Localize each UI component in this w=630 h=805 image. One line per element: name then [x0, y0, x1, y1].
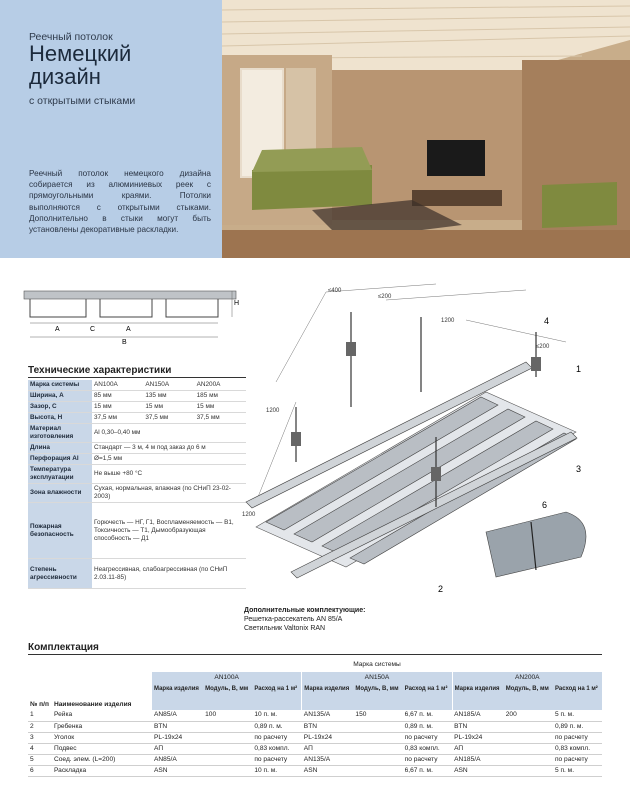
table-cell: по расчету [403, 732, 452, 743]
table-cell: АП [152, 743, 203, 754]
table-cell: 10 п. м. [252, 765, 301, 776]
table-cell [353, 754, 402, 765]
table-cell [504, 732, 553, 743]
dim-label: 1200 [266, 408, 280, 414]
cell: 135 мм [143, 391, 194, 402]
col-header: Расход на 1 м² [403, 684, 452, 710]
table-row [28, 743, 602, 754]
table-cell: BTN [152, 721, 203, 732]
cell: Зазор, C [28, 402, 92, 413]
cell: Не выше +80 °С [92, 465, 246, 484]
table-row [28, 710, 602, 721]
callout-number: 4 [544, 316, 550, 326]
dim-label: 1200 [441, 318, 455, 324]
cell: 15 мм [143, 402, 194, 413]
cell: Al 0,30–0,40 мм [92, 424, 246, 443]
table-cell: ASN [152, 765, 203, 776]
col-header: Модуль, B, мм [504, 684, 553, 710]
cell: 15 мм [195, 402, 246, 413]
cell: Перфорация Al [28, 454, 92, 465]
table-cell [504, 754, 553, 765]
cell: Горючесть — НГ, Г1, Воспламеняемость — В1, Токсичность — Т1, Дымообразующая способность — Д1 [92, 503, 246, 559]
callout-number: 2 [438, 584, 444, 594]
table-cell: Гребенка [52, 721, 152, 732]
table-cell: 6,67 п. м. [403, 710, 452, 721]
cell: Ширина, A [28, 391, 92, 402]
dim-label: ≤400 [328, 288, 342, 294]
table-cell: по расчету [252, 732, 301, 743]
cell: Неагрессивная, слабоагрессивная (по СНиП 2.03.11-85) [92, 559, 246, 589]
table-cell: по расчету [553, 754, 602, 765]
table-cell: 0,89 п. м. [553, 721, 602, 732]
table-cell: 200 [504, 710, 553, 721]
extras-title: Дополнительные комплектующие: [244, 607, 366, 614]
dim-label: ≤200 [378, 294, 392, 300]
table-cell: 5 [28, 754, 52, 765]
table-row [28, 380, 246, 391]
table-cell: 0,89 п. м. [252, 721, 301, 732]
system-header: AN200A [452, 672, 602, 684]
table-row [28, 503, 246, 559]
table-row [28, 402, 246, 413]
title-line: дизайн [29, 64, 101, 89]
table-cell: 4 [28, 743, 52, 754]
dim-label: ≤200 [536, 344, 550, 350]
table-cell: 6,67 п. м. [403, 765, 452, 776]
table-cell: AN135/A [302, 710, 354, 721]
col-header: Марка изделия [452, 684, 504, 710]
table-cell: 100 [203, 710, 252, 721]
col-header: Расход на 1 м² [252, 684, 301, 710]
tech-table [28, 380, 246, 589]
tech-title: Технические характеристики [28, 365, 246, 378]
table-cell: по расчету [553, 732, 602, 743]
table-cell: AN185/A [452, 754, 504, 765]
table-row [28, 465, 246, 484]
table-cell [353, 743, 402, 754]
table-cell: АП [302, 743, 354, 754]
table-cell: 5 п. м. [553, 710, 602, 721]
list-item: Решетка-рассекатель AN 85/A [244, 616, 343, 623]
table-row [28, 732, 602, 743]
table-row [28, 484, 246, 503]
cell: 185 мм [195, 391, 246, 402]
cell: 85 мм [92, 391, 143, 402]
system-header: AN100A [152, 672, 302, 684]
cell: Высота, H [28, 413, 92, 424]
cell: 37,5 мм [143, 413, 194, 424]
col-name: Наименование изделия [54, 701, 132, 708]
table-cell: Раскладка [52, 765, 152, 776]
cell: Сухая, нормальная, влажная (по СНиП 23-02-2003) [92, 484, 246, 503]
callout-number: 6 [542, 500, 548, 510]
table-cell [504, 765, 553, 776]
cell: 37,5 мм [92, 413, 143, 424]
table-cell: 5 п. м. [553, 765, 602, 776]
dim-label: A [55, 326, 60, 333]
cell: Длина [28, 443, 92, 454]
table-cell: BTN [452, 721, 504, 732]
table-cell: Соед. элем. (L=200) [52, 754, 152, 765]
table-cell [504, 743, 553, 754]
cell: Пожарная безопасность [28, 503, 92, 559]
assembly-diagram [236, 272, 608, 602]
table-cell [504, 721, 553, 732]
table-cell: 0,83 компл. [252, 743, 301, 754]
table-cell: 150 [353, 710, 402, 721]
table-cell: по расчету [403, 754, 452, 765]
cell: Стандарт — 3 м, 4 м под заказ до 6 м [92, 443, 246, 454]
table-cell: 0,83 компл. [553, 743, 602, 754]
table-cell [203, 765, 252, 776]
cell: AN150A [143, 380, 194, 391]
cell: Материал изготовления [28, 424, 92, 443]
col-header: Расход на 1 м² [553, 684, 602, 710]
title-line: Немецкий [29, 41, 132, 66]
table-row [28, 443, 246, 454]
table-cell: ASN [302, 765, 354, 776]
table-cell: AN85/A [152, 710, 203, 721]
table-row [28, 391, 246, 402]
table-cell: Подвес [52, 743, 152, 754]
table-cell: 2 [28, 721, 52, 732]
table-cell: 0,89 п. м. [403, 721, 452, 732]
table-cell [353, 732, 402, 743]
table-cell: AN85/A [152, 754, 203, 765]
dim-label: C [90, 326, 96, 333]
kicker: Реечный потолок [29, 31, 113, 43]
extras [244, 606, 365, 633]
table-cell: 10 п. м. [252, 710, 301, 721]
table-cell: АП [452, 743, 504, 754]
compl-table [28, 658, 602, 777]
dim-label: B [122, 339, 127, 345]
table-cell: по расчету [252, 754, 301, 765]
table-cell [353, 721, 402, 732]
dim-label: 1200 [242, 512, 256, 518]
table-cell: 1 [28, 710, 52, 721]
table-row [28, 754, 602, 765]
table-cell: ASN [452, 765, 504, 776]
cell: 37,5 мм [195, 413, 246, 424]
table-row [28, 413, 246, 424]
col-header: Модуль, B, мм [203, 684, 252, 710]
interior-photo [222, 0, 630, 258]
table-cell: 0,83 компл. [403, 743, 452, 754]
cell: AN100A [92, 380, 143, 391]
table-cell: Рейка [52, 710, 152, 721]
cell: 15 мм [92, 402, 143, 413]
table-cell [203, 721, 252, 732]
dim-label: H [234, 300, 240, 307]
compl-title: Комплектация [28, 642, 602, 655]
table-row [28, 721, 602, 732]
table-row [28, 559, 246, 589]
callout-number: 3 [576, 464, 582, 474]
table-cell [203, 743, 252, 754]
table-cell: BTN [302, 721, 354, 732]
table-cell: 6 [28, 765, 52, 776]
table-cell [203, 754, 252, 765]
profile-diagram [22, 283, 242, 345]
tech-specs [28, 365, 246, 589]
table-row [28, 424, 246, 443]
dim-label: A [126, 326, 131, 333]
cell: AN200A [195, 380, 246, 391]
table-row [28, 765, 602, 776]
cell: Ø=1,5 мм [92, 454, 246, 465]
table-cell: Уголок [52, 732, 152, 743]
description: Реечный потолок немецкого дизайна собирается из алюминиевых реек с прямоугольными краями. Потолки выполняются с открытыми стыками. Дополнительно в стыки могут быть установлены декоративные раскладки. [29, 169, 211, 235]
system-label: Марка системы [353, 661, 401, 668]
table-cell: 3 [28, 732, 52, 743]
table-cell [203, 732, 252, 743]
page-title [29, 42, 131, 88]
table-cell: PL-19x24 [152, 732, 203, 743]
table-cell: PL-19x24 [302, 732, 354, 743]
col-header: Марка изделия [152, 684, 203, 710]
col-header: Модуль, B, мм [353, 684, 402, 710]
cell: Марка системы [28, 380, 92, 391]
cell: Степень агрессивности [28, 559, 92, 589]
table-cell: AN185/A [452, 710, 504, 721]
system-header: AN150A [302, 672, 452, 684]
cell: Зона влажности [28, 484, 92, 503]
cell: Температура эксплуатации [28, 465, 92, 484]
table-cell: AN135/A [302, 754, 354, 765]
table-cell [353, 765, 402, 776]
col-no: № п/п [30, 701, 49, 708]
col-header: Марка изделия [302, 684, 354, 710]
table-row [28, 454, 246, 465]
subtitle: с открытыми стыками [29, 95, 136, 107]
list-item: Светильник Valtonix RAN [244, 625, 326, 632]
callout-number: 1 [576, 364, 582, 374]
table-cell: PL-19x24 [452, 732, 504, 743]
